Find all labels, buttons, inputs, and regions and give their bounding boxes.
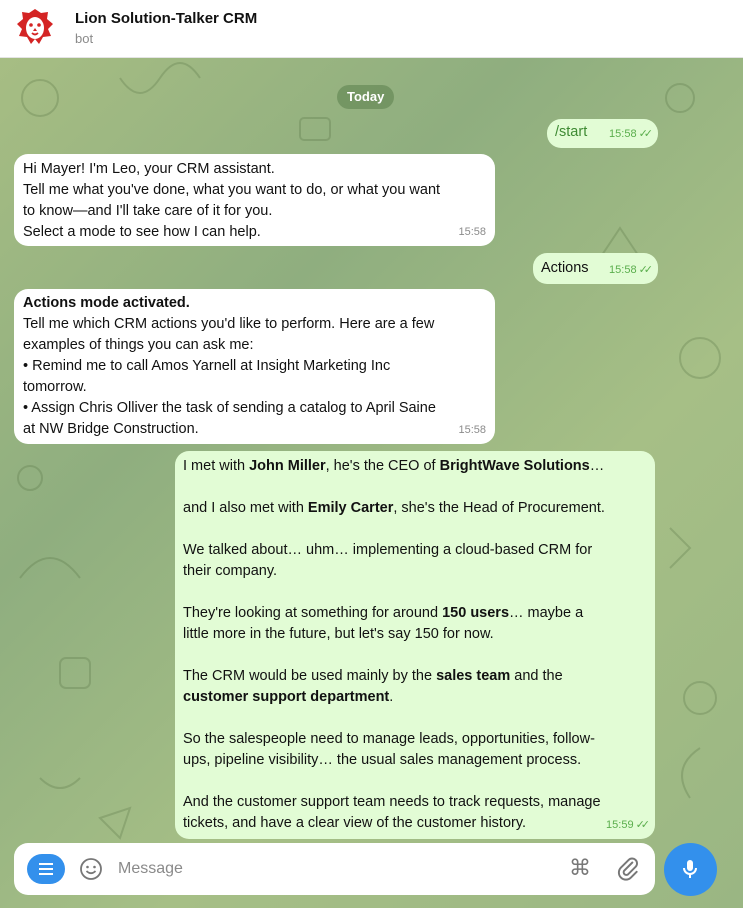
message-text: /start [555, 124, 588, 140]
message-line: • Assign Chris Olliver the task of sending a catalog to April Saine [23, 400, 436, 416]
message-time: 15:58 ✓✓ [609, 264, 649, 276]
outgoing-message-start[interactable] [547, 119, 658, 148]
incoming-message-actions-mode[interactable] [14, 289, 495, 444]
chat-subtitle: bot [75, 31, 94, 46]
message-heading: Actions mode activated. [23, 295, 190, 311]
message-time: 15:58 ✓✓ [609, 128, 649, 140]
chat-title: Lion Solution-Talker CRM [75, 10, 258, 27]
message-line: to know—and I'll take care of it for you. [23, 203, 273, 219]
message-composer [14, 843, 655, 895]
message-line: Hi Mayer! I'm Leo, your CRM assistant. [23, 161, 275, 177]
message-paragraph: We talked about… uhm… implementing a cloud-based CRM for their company. [183, 542, 593, 579]
message-paragraph: So the salespeople need to manage leads, opportunities, follow- ups, pipeline visibility… the usual sales management process. [183, 731, 595, 768]
microphone-button[interactable] [664, 843, 717, 896]
message-line: at NW Bridge Construction. [23, 421, 199, 437]
message-paragraph: The CRM would be used mainly by the sales team and the customer support department. [183, 668, 563, 705]
message-paragraph: They're looking at something for around 150 users… maybe a little more in the future, but let's say 150 for now. [183, 605, 584, 642]
microphone-icon [678, 857, 702, 881]
message-line: Select a mode to see how I can help. [23, 224, 261, 240]
outgoing-message-meeting-notes[interactable] [175, 451, 655, 839]
chat-header[interactable] [0, 0, 743, 58]
read-ticks-icon: ✓✓ [635, 819, 646, 831]
emoji-icon[interactable] [79, 857, 103, 881]
message-paragraph: And the customer support team needs to track requests, manage tickets, and have a clear view of the customer history. [183, 794, 601, 831]
message-line: Tell me what you've done, what you want to do, or what you want [23, 182, 441, 198]
message-paragraph: I met with John Miller, he's the CEO of BrightWave Solutions… [183, 458, 605, 474]
incoming-message-greeting[interactable] [14, 154, 495, 246]
lion-logo-icon[interactable] [13, 5, 57, 49]
command-icon[interactable]: ⌘ [569, 855, 591, 880]
message-input[interactable] [118, 857, 538, 881]
date-separator: Today [337, 85, 394, 109]
paperclip-icon[interactable] [615, 856, 641, 882]
message-paragraph: and I also met with Emily Carter, she's the Head of Procurement. [183, 500, 605, 516]
outgoing-message-actions[interactable] [533, 253, 658, 284]
message-line: examples of things you can ask me: [23, 337, 254, 353]
message-text: Actions [541, 260, 589, 276]
message-line: tomorrow. [23, 379, 87, 395]
message-time: 15:59 ✓✓ [606, 819, 646, 831]
read-ticks-icon: ✓✓ [638, 264, 649, 276]
read-ticks-icon: ✓✓ [638, 128, 649, 140]
bot-menu-button[interactable] [27, 854, 65, 884]
message-line: • Remind me to call Amos Yarnell at Insight Marketing Inc [23, 358, 391, 374]
message-line: Tell me which CRM actions you'd like to perform. Here are a few [23, 316, 435, 332]
message-time: 15:58 [458, 226, 486, 238]
message-time: 15:58 [458, 424, 486, 436]
